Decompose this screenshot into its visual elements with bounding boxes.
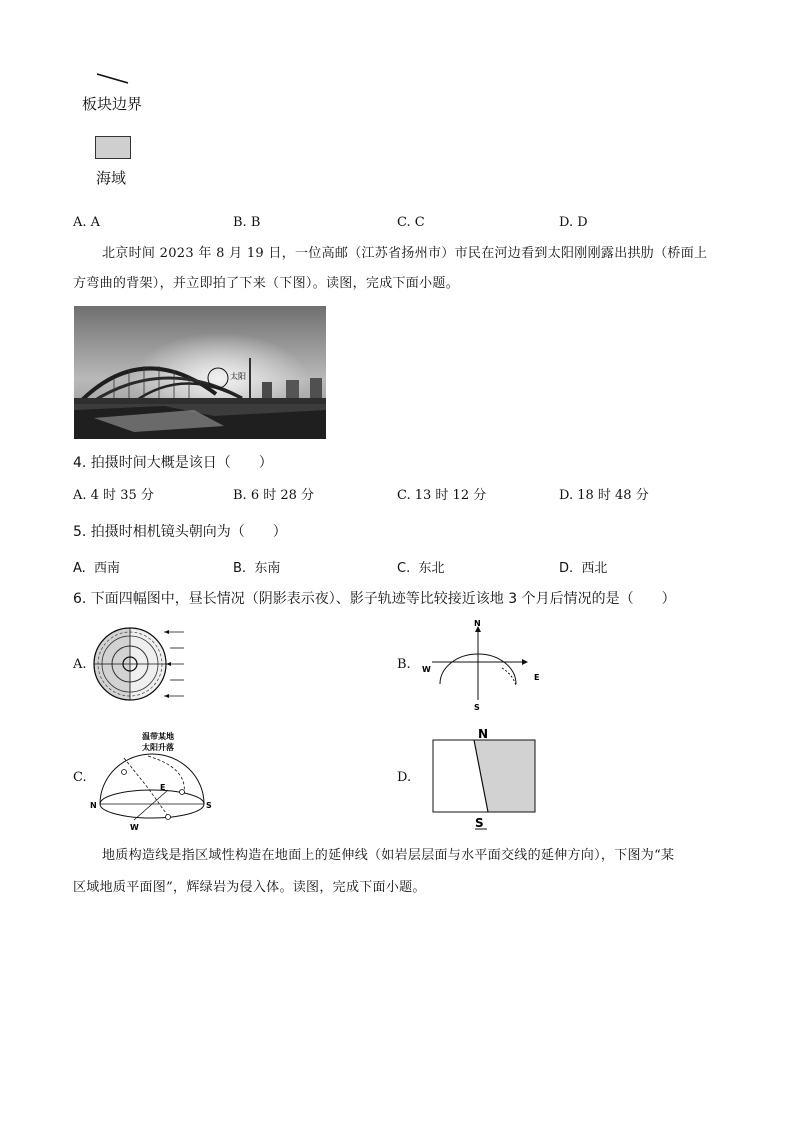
passage-2-line-1: 地质构造线是指区域性构造在地面上的延伸线（如岩层层面与水平面交线的延伸方向），下图为“某 [102,848,675,863]
q5-option-b[interactable]: B. 东南 [233,561,281,576]
q3-option-b[interactable]: B. B [233,215,261,230]
q6-option-c-label[interactable]: C. [73,770,87,785]
q4-option-d[interactable]: D. 18 时 48 分 [559,488,649,503]
sun-label: 太阳 [230,372,246,381]
q6-figure-b[interactable] [418,614,548,714]
fig-b-south: S [474,703,480,712]
q6-figure-d[interactable] [430,726,540,832]
q3-option-a[interactable]: A. A [73,215,101,230]
passage-1-line-1: 北京时间 2023 年 8 月 19 日，一位高邮（江苏省扬州市）市民在河边看到太阳刚刚露出拱肋（桥面上 [102,246,708,261]
passage-1-line-2: 方弯曲的背架），并立即拍了下来（下图）。读图，完成下面小题。 [73,276,460,291]
q6-option-d-label[interactable]: D. [397,770,412,785]
fig-c-north: N [90,801,97,810]
q4-option-a[interactable]: A. 4 时 35 分 [73,488,154,503]
q6-option-b-label[interactable]: B. [397,657,411,672]
q5-option-a[interactable]: A. 西南 [73,561,121,576]
q5-stem: 5. 拍摄时相机镜头朝向为（ ） [73,524,287,540]
fig-c-east: E [160,783,166,792]
q4-option-b[interactable]: B. 6 时 28 分 [233,488,315,503]
fig-b-west: W [422,665,431,674]
q6-stem: 6. 下面四幅图中，昼长情况（阴影表示夜）、影子轨迹等比较接近该地 3 个月后情况的是（ ） [73,591,676,607]
passage-2-line-2: 区域地质平面图”，辉绿岩为侵入体。读图，完成下面小题。 [73,880,426,895]
q3-option-d[interactable]: D. D [559,215,588,230]
fig-d-north: N [478,727,489,741]
bridge-photo [74,306,326,439]
boundary-label: 板块边界 [82,95,143,113]
fig-c-south: S [206,801,212,810]
q4-stem: 4. 拍摄时间大概是该日（ ） [73,455,273,471]
q6-figure-c[interactable] [88,728,218,834]
q5-option-d[interactable]: D. 西北 [559,561,608,576]
q4-option-c[interactable]: C. 13 时 12 分 [397,488,487,503]
fig-c-west: W [130,823,139,832]
sea-label: 海域 [96,169,127,187]
fig-c-title-2: 太阳升落 [142,743,174,752]
sea-symbol [95,136,131,159]
boundary-line-symbol [96,72,132,86]
q6-option-a-label[interactable]: A. [73,657,87,672]
q5-option-c[interactable]: C. 东北 [397,561,445,576]
fig-b-north: N [474,619,481,628]
fig-c-title-1: 温带某地 [142,732,174,741]
fig-b-east: E [534,673,540,682]
fig-d-south: S [475,816,484,830]
q3-option-c[interactable]: C. C [397,215,425,230]
q6-figure-a[interactable] [92,624,188,704]
